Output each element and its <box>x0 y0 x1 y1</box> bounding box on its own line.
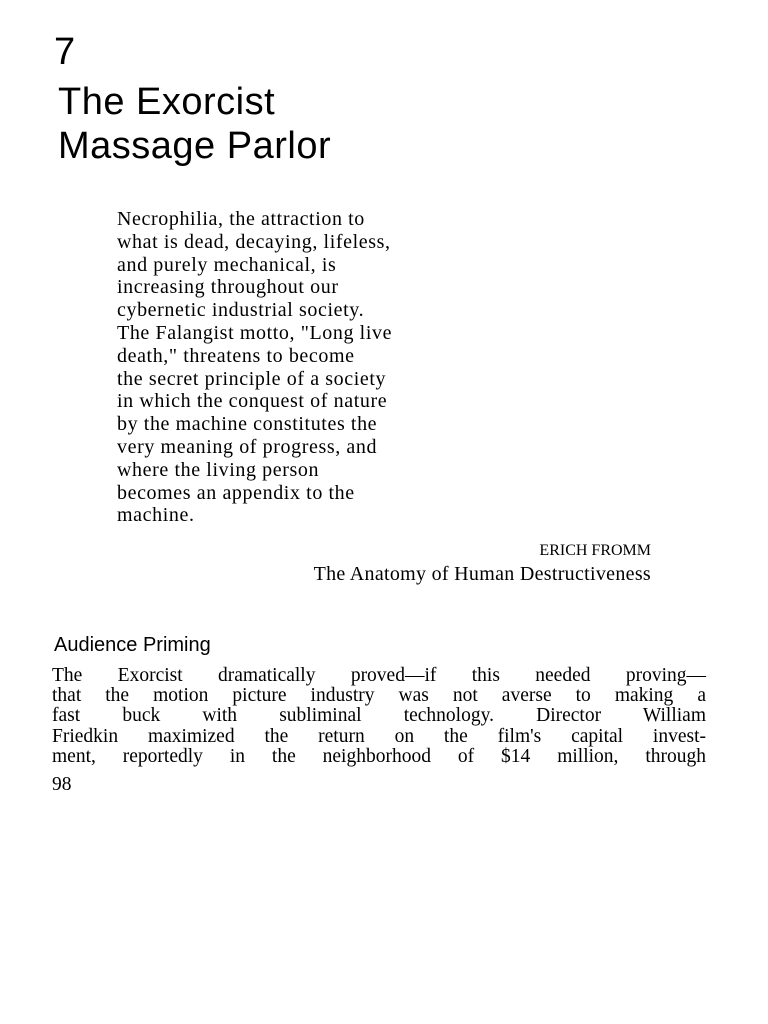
body-line: The Exorcist dramatically proved—if this needed proving— <box>52 665 706 686</box>
body-paragraph <box>52 666 706 767</box>
epigraph-line: very meaning of progress, and <box>117 435 378 458</box>
epigraph-line: death," threatens to become <box>117 344 355 367</box>
epigraph-author: ERICH FROMM <box>539 542 651 559</box>
epigraph-line: cybernetic industrial society. <box>117 299 365 322</box>
epigraph-line: Necrophilia, the attraction to <box>117 208 365 230</box>
body-line: ment, reportedly in the neighborhood of $14 million, through <box>52 745 706 767</box>
chapter-number: 7 <box>54 31 76 73</box>
epigraph-line: machine. <box>117 504 195 527</box>
epigraph-line: increasing throughout our <box>117 276 339 299</box>
epigraph-line: by the machine constitutes the <box>117 413 378 436</box>
epigraph-line: and purely mechanical, is <box>117 253 337 276</box>
epigraph-line: The Falangist motto, "Long live <box>117 321 393 344</box>
body-line: fast buck with subliminal technology. Director William <box>52 705 706 727</box>
section-heading: Audience Priming <box>54 634 211 656</box>
epigraph-line: the secret principle of a society <box>117 367 387 390</box>
epigraph-line: becomes an appendix to the <box>117 481 355 504</box>
epigraph-line: in which the conquest of nature <box>117 390 388 413</box>
epigraph-quote <box>117 208 497 527</box>
chapter-title-line: Massage Parlor <box>58 125 332 167</box>
page-number: 98 <box>52 774 72 795</box>
epigraph-line: what is dead, decaying, lifeless, <box>117 230 391 253</box>
epigraph-line: where the living person <box>117 458 320 481</box>
epigraph-work-title: The Anatomy of Human Destructiveness <box>313 563 651 585</box>
chapter-title-line: The Exorcist <box>58 81 276 123</box>
body-line: Friedkin maximized the return on the film's capital invest- <box>52 725 706 747</box>
chapter-title <box>58 80 331 168</box>
body-line: that the motion picture industry was not averse to making a <box>52 685 706 707</box>
